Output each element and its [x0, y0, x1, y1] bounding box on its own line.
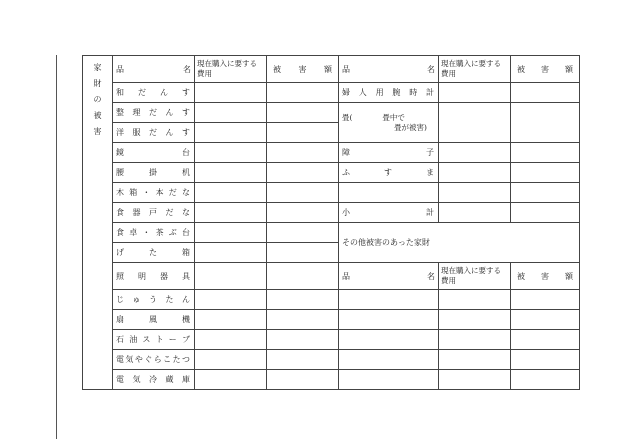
- damage-cell-right[interactable]: [511, 103, 580, 143]
- cost-cell[interactable]: [195, 223, 267, 243]
- cost-cell[interactable]: [195, 103, 267, 123]
- item-header-right: 品 名: [339, 56, 439, 83]
- section-label-char: 被: [93, 111, 102, 120]
- item-label-right: ふ す ま: [339, 163, 439, 183]
- cost-cell[interactable]: [195, 243, 267, 263]
- item-header: 品 名: [113, 56, 195, 83]
- section-label: [83, 56, 113, 390]
- table-row: [83, 263, 580, 290]
- item-label: 鏡 台: [113, 143, 195, 163]
- blank-cell[interactable]: [339, 290, 439, 310]
- table-row: [83, 330, 580, 350]
- damage-header-right: 被 害 額: [511, 56, 580, 83]
- damage-cell[interactable]: [267, 243, 339, 263]
- tatami-line: 畳が被害): [394, 122, 427, 132]
- subtotal-label: 小 計: [339, 203, 439, 223]
- cost-cell[interactable]: [195, 163, 267, 183]
- item-label: 和 だ ん す: [113, 83, 195, 103]
- damage-cell-right[interactable]: [511, 163, 580, 183]
- damage-cell[interactable]: [267, 310, 339, 330]
- cost-cell-right[interactable]: [439, 183, 511, 203]
- table-row: [83, 350, 580, 370]
- damage-cell-right[interactable]: [511, 370, 580, 390]
- item-label: 扇 風 機: [113, 310, 195, 330]
- cost-cell-right[interactable]: [439, 163, 511, 183]
- header-row: [83, 56, 580, 83]
- damage-cell-right[interactable]: [511, 143, 580, 163]
- item-label-right: 障 子: [339, 143, 439, 163]
- damage-cell-right[interactable]: [511, 290, 580, 310]
- damage-cell[interactable]: [267, 203, 339, 223]
- damage-cell[interactable]: [267, 350, 339, 370]
- tatami-label: [339, 103, 439, 143]
- cost-cell[interactable]: [195, 290, 267, 310]
- cost-cell[interactable]: [195, 203, 267, 223]
- damage-cell[interactable]: [267, 290, 339, 310]
- household-damage-table: [82, 55, 580, 390]
- damage-cell-right[interactable]: [511, 83, 580, 103]
- cost-cell[interactable]: [195, 83, 267, 103]
- item-label: 食 器 戸 だ な: [113, 203, 195, 223]
- cost-cell-right[interactable]: [439, 83, 511, 103]
- item-label: 電 気 冷 蔵 庫: [113, 370, 195, 390]
- cost-header-right: 現在購入に要する費用: [439, 56, 511, 83]
- damage-cell[interactable]: [267, 183, 339, 203]
- damage-cell[interactable]: [267, 163, 339, 183]
- table-row: [83, 223, 580, 243]
- item-label: 洋 服 だ ん す: [113, 123, 195, 143]
- damage-cell[interactable]: [267, 103, 339, 123]
- damage-cell-right[interactable]: [511, 310, 580, 330]
- blank-cell[interactable]: [339, 370, 439, 390]
- table-row: [83, 203, 580, 223]
- cost-cell-right[interactable]: [439, 103, 511, 143]
- table-row: [83, 103, 580, 123]
- cost-cell[interactable]: [195, 370, 267, 390]
- cost-cell[interactable]: [195, 350, 267, 370]
- damage-header-other: 被 害 額: [511, 263, 580, 290]
- item-label: 木 箱 ・ 本 だ な: [113, 183, 195, 203]
- cost-cell[interactable]: [195, 143, 267, 163]
- margin-rule: [56, 55, 57, 439]
- item-label: じ ゅ う た ん: [113, 290, 195, 310]
- cost-cell-right[interactable]: [439, 350, 511, 370]
- other-items-title: その他被害のあった家財: [339, 223, 580, 263]
- item-label: 腰 掛 机: [113, 163, 195, 183]
- tatami-line: 畳( 畳中で: [342, 112, 405, 122]
- damage-cell[interactable]: [267, 123, 339, 143]
- item-label: 石 油 ス ト ー ブ: [113, 330, 195, 350]
- section-label-char: 財: [93, 79, 102, 88]
- damage-cell[interactable]: [267, 330, 339, 350]
- item-header-other: 品 名: [339, 263, 439, 290]
- damage-cell-right[interactable]: [511, 330, 580, 350]
- cost-cell-right[interactable]: [439, 310, 511, 330]
- section-label-char: 家: [93, 63, 102, 72]
- item-label-right: 婦 人 用 腕 時 計: [339, 83, 439, 103]
- item-label: げ た 箱: [113, 243, 195, 263]
- item-label: 電気やぐらこたつ: [113, 350, 195, 370]
- damage-cell[interactable]: [267, 143, 339, 163]
- damage-cell-right[interactable]: [511, 350, 580, 370]
- cost-cell[interactable]: [195, 310, 267, 330]
- cost-cell-right[interactable]: [439, 290, 511, 310]
- cost-header-other: 現在購入に要する費用: [439, 263, 511, 290]
- subtotal-cost-cell[interactable]: [439, 203, 511, 223]
- item-label: 食 卓 ・ 茶 ぶ 台: [113, 223, 195, 243]
- cost-header: 現在購入に要する費用: [195, 56, 267, 83]
- section-label-char: 害: [93, 127, 102, 136]
- damage-cell[interactable]: [267, 83, 339, 103]
- subtotal-damage-cell[interactable]: [511, 203, 580, 223]
- table-row: [83, 183, 580, 203]
- table-row: [83, 310, 580, 330]
- damage-header: 被 害 額: [267, 56, 339, 83]
- table-row: [83, 143, 580, 163]
- table-row: [83, 370, 580, 390]
- damage-cell-right[interactable]: [511, 183, 580, 203]
- section-label-char: の: [93, 95, 102, 104]
- blank-cell[interactable]: [339, 183, 439, 203]
- damage-cell[interactable]: [267, 370, 339, 390]
- blank-cell[interactable]: [339, 350, 439, 370]
- cost-cell-right[interactable]: [439, 330, 511, 350]
- cost-cell-right[interactable]: [439, 370, 511, 390]
- damage-cell[interactable]: [267, 223, 339, 243]
- blank-cell[interactable]: [339, 310, 439, 330]
- item-label: 照 明 器 具: [113, 263, 195, 290]
- damage-cell[interactable]: [267, 263, 339, 290]
- cost-cell[interactable]: [195, 123, 267, 143]
- item-label: 整 理 だ ん す: [113, 103, 195, 123]
- cost-cell[interactable]: [195, 183, 267, 203]
- cost-cell[interactable]: [195, 330, 267, 350]
- table-row: [83, 163, 580, 183]
- cost-cell-right[interactable]: [439, 143, 511, 163]
- blank-cell[interactable]: [339, 330, 439, 350]
- table-row: [83, 83, 580, 103]
- table-row: [83, 290, 580, 310]
- cost-cell[interactable]: [195, 263, 267, 290]
